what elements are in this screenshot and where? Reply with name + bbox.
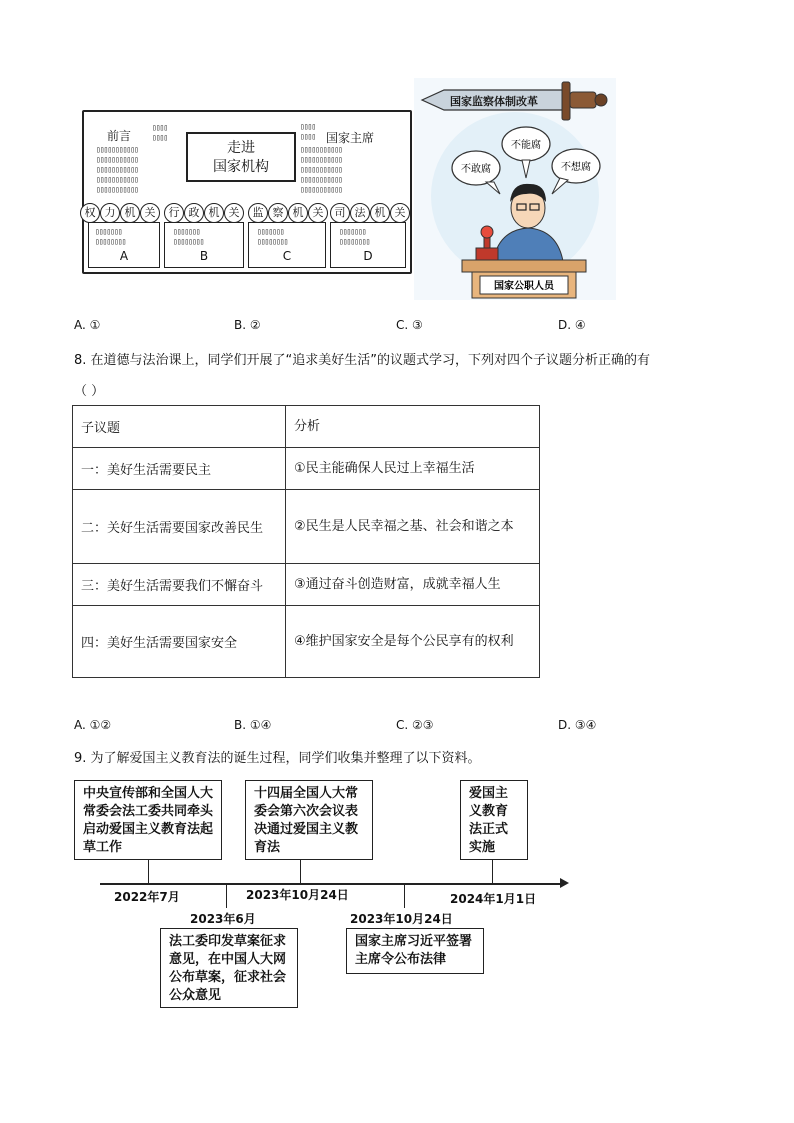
q8-option-b[interactable]: B. ①④ (234, 718, 272, 732)
sword-guard (562, 82, 570, 120)
sword-handle (570, 92, 596, 108)
book-column-c (248, 222, 326, 268)
column-letter: D (363, 249, 373, 263)
timeline-date: 2023年6月 (190, 912, 256, 926)
table-cell: ②民生是人民幸福之基、社会和谐之本 (286, 490, 540, 564)
tab-char: 机 (288, 203, 308, 223)
q8-table (72, 405, 540, 678)
book-preface-label: 前言 (107, 129, 132, 143)
tab-char: 机 (204, 203, 224, 223)
q8-stem: 8. 在道德与法治课上，同学们开展了“追求美好生活”的议题式学习，下列对四个子议题分析正确的有 (74, 353, 651, 368)
book-illustration (82, 110, 412, 274)
table-header-row (73, 406, 540, 448)
tab-char: 政 (184, 203, 204, 223)
bubble-right-text: 不想腐 (561, 162, 591, 173)
decor-text-block: ▯▯▯▯ ▯▯▯▯ (300, 122, 316, 141)
column-letter: A (119, 249, 129, 263)
sword-label: 国家监察体制改革 (450, 95, 538, 108)
cartoon-illustration (414, 78, 616, 300)
timeline-date: 2023年10月24日 (350, 912, 453, 926)
timeline-event-box: 国家主席习近平签署主席令公布法律 (346, 928, 484, 974)
book-head-label: 国家主席 (326, 131, 375, 145)
tab-char: 监 (248, 203, 268, 223)
decor-text-block: ▯▯▯▯▯▯▯ ▯▯▯▯▯▯▯▯ (339, 227, 370, 246)
q8-option-d[interactable]: D. ③④ (558, 718, 597, 732)
sword-pommel (595, 94, 607, 106)
timeline-date: 2024年1月1日 (450, 892, 537, 906)
table-cell: 三：美好生活需要我们不懈奋斗 (73, 564, 286, 606)
tab-char: 权 (80, 203, 100, 223)
decor-text-block: ▯▯▯▯▯▯▯▯▯▯▯ ▯▯▯▯▯▯▯▯▯▯▯ ▯▯▯▯▯▯▯▯▯▯▯ ▯▯▯▯▯▯▯▯▯▯▯ ▯▯▯▯▯▯▯▯▯▯▯ (300, 145, 342, 194)
table-cell: 一：美好生活需要民主 (73, 448, 286, 490)
table-header-cell: 子议题 (73, 406, 286, 448)
table-cell: 四：美好生活需要国家安全 (73, 606, 286, 678)
timeline-tick (300, 860, 301, 884)
decor-text-block: ▯▯▯▯▯▯▯▯▯▯▯ ▯▯▯▯▯▯▯▯▯▯▯ ▯▯▯▯▯▯▯▯▯▯▯ ▯▯▯▯▯▯▯▯▯▯▯ ▯▯▯▯▯▯▯▯▯▯▯ (96, 145, 138, 194)
q8-option-c[interactable]: C. ②③ (396, 718, 434, 732)
tab-char: 行 (164, 203, 184, 223)
timeline-arrow-icon (560, 878, 569, 888)
q7-option-b[interactable]: B. ② (234, 318, 261, 332)
table-cell: ④维护国家安全是每个公民享有的权利 (286, 606, 540, 678)
tab-char: 关 (390, 203, 410, 223)
table-cell: ③通过奋斗创造财富，成就幸福人生 (286, 564, 540, 606)
tab-char: 机 (120, 203, 140, 223)
timeline-event-box: 爱国主义教育法正式实施 (460, 780, 528, 860)
timeline-date: 2022年7月 (114, 890, 180, 904)
timeline-tick (404, 884, 405, 908)
tab-char: 法 (350, 203, 370, 223)
tab-char: 司 (330, 203, 350, 223)
timeline-tick (148, 860, 149, 884)
cartoon-drawing (414, 78, 616, 300)
timeline-tick (226, 884, 227, 908)
timeline-date: 2023年10月24日 (246, 888, 349, 902)
tab-char: 察 (268, 203, 288, 223)
desk-sign-text: 国家公职人员 (494, 281, 554, 292)
stamp-top (481, 226, 493, 238)
timeline-event-box: 法工委印发草案征求意见，在中国人大网公布草案，征求社会公众意见 (160, 928, 298, 1008)
decor-text-block: ▯▯▯▯▯▯▯ ▯▯▯▯▯▯▯▯ (95, 227, 126, 246)
column-letter: B (199, 249, 209, 263)
q9-stem: 9. 为了解爱国主义教育法的诞生过程，同学们收集并整理了以下资料。 (74, 751, 481, 766)
tab-char: 关 (140, 203, 160, 223)
q7-option-a[interactable]: A. ① (74, 318, 101, 332)
tab-char: 力 (100, 203, 120, 223)
q7-option-c[interactable]: C. ③ (396, 318, 423, 332)
q8-option-a[interactable]: A. ①② (74, 718, 112, 732)
tab-char: 关 (308, 203, 328, 223)
decor-text-block: ▯▯▯▯▯▯▯ ▯▯▯▯▯▯▯▯ (257, 227, 288, 246)
tab-char: 关 (224, 203, 244, 223)
q8-answer-paren: （ ） (74, 384, 105, 399)
table-row (73, 448, 540, 490)
column-letter: C (282, 249, 292, 263)
table-header-cell: 分析 (286, 406, 540, 448)
table-row (73, 564, 540, 606)
book-column-b (164, 222, 244, 268)
q7-option-d[interactable]: D. ④ (558, 318, 586, 332)
bubble-top-text: 不能腐 (511, 140, 541, 151)
desk-top (462, 260, 586, 272)
decor-text-block: ▯▯▯▯ ▯▯▯▯ (152, 123, 168, 142)
timeline-tick (492, 860, 493, 884)
stamp-base (476, 248, 498, 260)
timeline-event-box: 中央宣传部和全国人大常委会法工委共同牵头启动爱国主义教育法起草工作 (74, 780, 222, 860)
timeline-event-box: 十四届全国人大常委会第六次会议表决通过爱国主义教育法 (245, 780, 373, 860)
table-cell: 二：关好生活需要国家改善民生 (73, 490, 286, 564)
book-column-d (330, 222, 406, 268)
tab-char: 机 (370, 203, 390, 223)
table-row (73, 490, 540, 564)
decor-text-block: ▯▯▯▯▯▯▯ ▯▯▯▯▯▯▯▯ (173, 227, 204, 246)
table-cell: ①民主能确保人民过上幸福生活 (286, 448, 540, 490)
book-title-line-2: 国家机构 (213, 159, 269, 175)
table-row (73, 606, 540, 678)
book-center-title (186, 132, 296, 182)
book-column-a (88, 222, 160, 268)
book-title-line-1: 走进 (227, 140, 255, 156)
bubble-left-text: 不敢腐 (461, 164, 491, 175)
